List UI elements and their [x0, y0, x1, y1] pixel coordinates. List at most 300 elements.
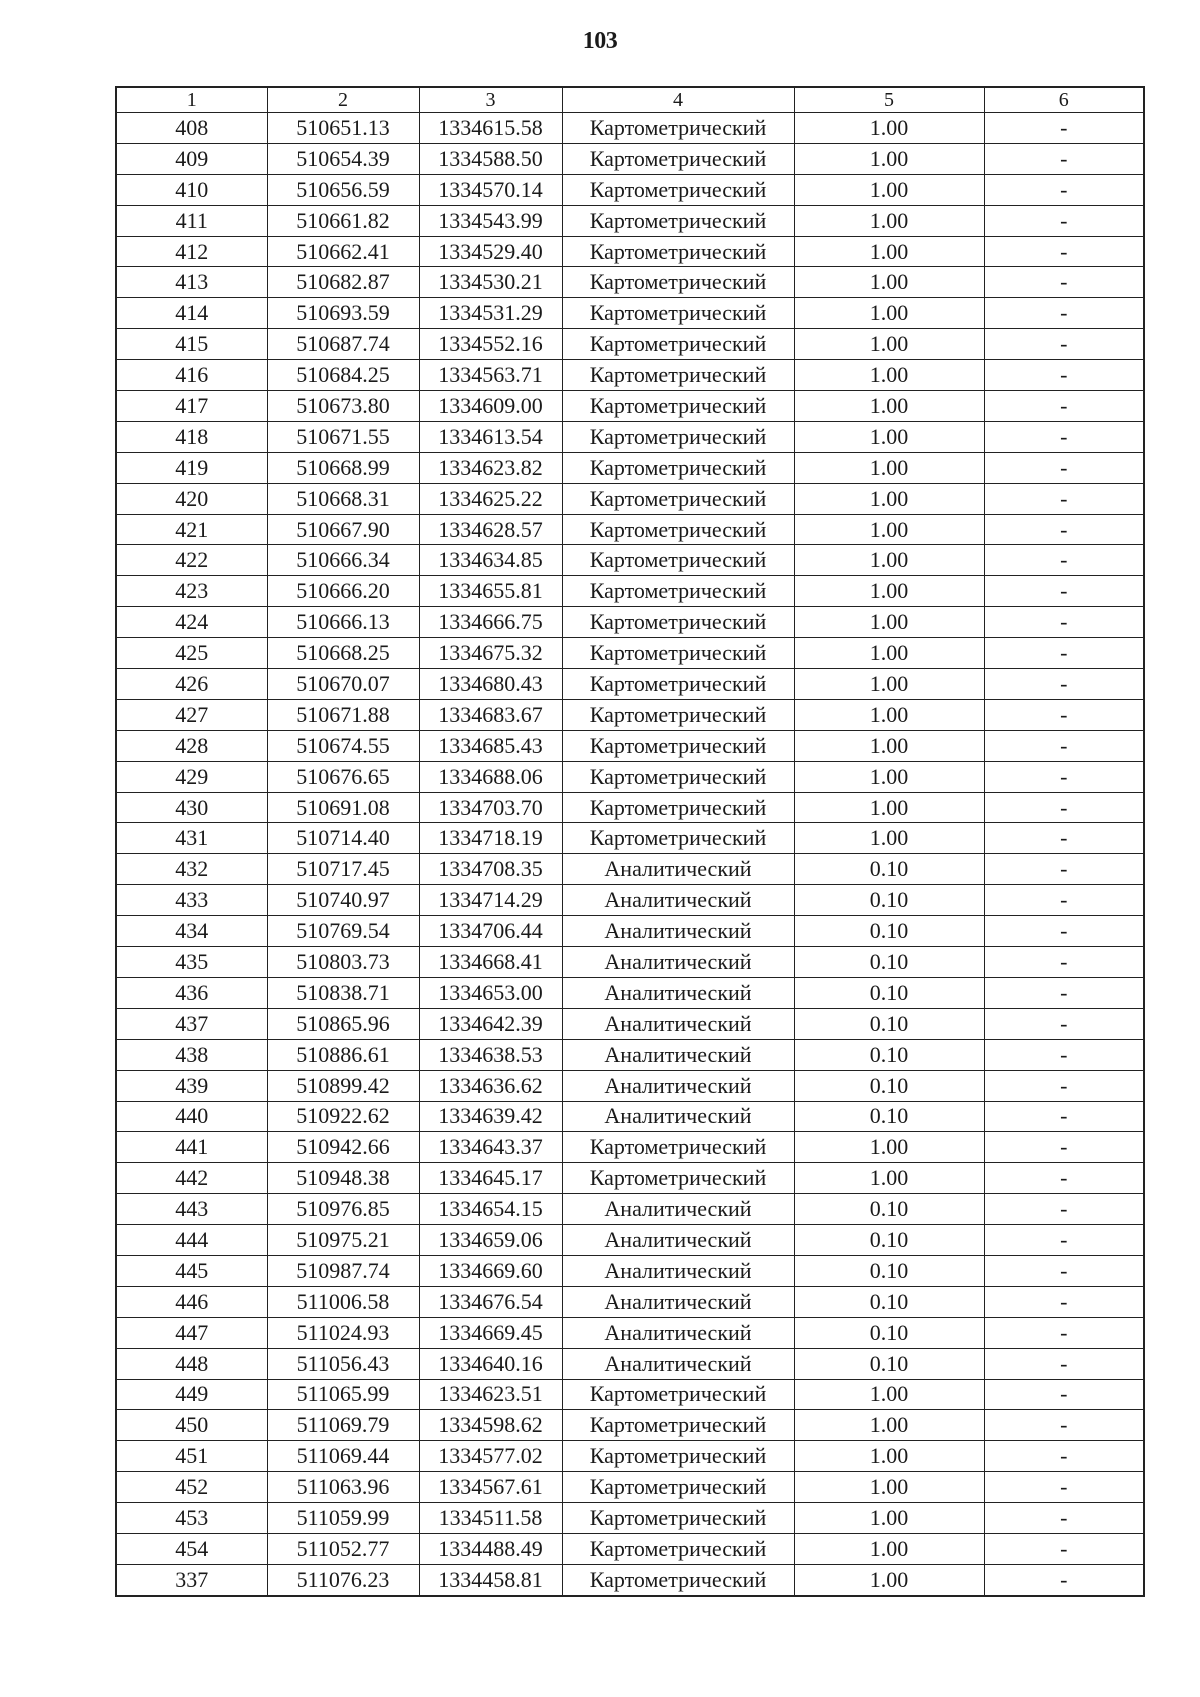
point-number-cell: 432	[116, 854, 267, 885]
point-number-cell: 438	[116, 1039, 267, 1070]
description-cell: -	[984, 1101, 1144, 1132]
method-cell: Картометрический	[562, 391, 794, 422]
method-cell: Картометрический	[562, 638, 794, 669]
x-coordinate-cell: 510976.85	[267, 1194, 419, 1225]
description-cell: -	[984, 1070, 1144, 1101]
y-coordinate-cell: 1334634.85	[419, 545, 562, 576]
description-cell: -	[984, 792, 1144, 823]
y-coordinate-cell: 1334640.16	[419, 1348, 562, 1379]
point-number-cell: 443	[116, 1194, 267, 1225]
description-cell: -	[984, 236, 1144, 267]
precision-cell: 1.00	[794, 483, 984, 514]
table-row	[116, 452, 1144, 483]
table-body	[116, 113, 1144, 1596]
x-coordinate-cell: 510682.87	[267, 267, 419, 298]
precision-cell: 1.00	[794, 1132, 984, 1163]
x-coordinate-cell: 511052.77	[267, 1533, 419, 1564]
y-coordinate-cell: 1334552.16	[419, 329, 562, 360]
precision-cell: 0.10	[794, 1101, 984, 1132]
point-number-cell: 410	[116, 174, 267, 205]
y-coordinate-cell: 1334645.17	[419, 1163, 562, 1194]
table-row	[116, 1410, 1144, 1441]
method-cell: Аналитический	[562, 1194, 794, 1225]
x-coordinate-cell: 510666.20	[267, 576, 419, 607]
description-cell: -	[984, 205, 1144, 236]
description-cell: -	[984, 1379, 1144, 1410]
x-coordinate-cell: 510668.31	[267, 483, 419, 514]
x-coordinate-cell: 510666.34	[267, 545, 419, 576]
table-row	[116, 1225, 1144, 1256]
point-number-cell: 414	[116, 298, 267, 329]
precision-cell: 1.00	[794, 792, 984, 823]
y-coordinate-cell: 1334588.50	[419, 143, 562, 174]
precision-cell: 1.00	[794, 298, 984, 329]
description-cell: -	[984, 1441, 1144, 1472]
description-cell: -	[984, 607, 1144, 638]
table-row	[116, 1533, 1144, 1564]
precision-cell: 0.10	[794, 1255, 984, 1286]
table-row	[116, 1286, 1144, 1317]
point-number-cell: 431	[116, 823, 267, 854]
point-number-cell: 449	[116, 1379, 267, 1410]
method-cell: Картометрический	[562, 174, 794, 205]
method-cell: Картометрический	[562, 1533, 794, 1564]
x-coordinate-cell: 511076.23	[267, 1564, 419, 1595]
method-cell: Картометрический	[562, 1410, 794, 1441]
table-row	[116, 205, 1144, 236]
precision-cell: 1.00	[794, 669, 984, 700]
precision-cell: 1.00	[794, 761, 984, 792]
precision-cell: 1.00	[794, 113, 984, 144]
table-row	[116, 1472, 1144, 1503]
table-row	[116, 113, 1144, 144]
table-row	[116, 143, 1144, 174]
y-coordinate-cell: 1334623.82	[419, 452, 562, 483]
method-cell: Картометрический	[562, 452, 794, 483]
point-number-cell: 454	[116, 1533, 267, 1564]
precision-cell: 0.10	[794, 854, 984, 885]
precision-cell: 1.00	[794, 205, 984, 236]
point-number-cell: 448	[116, 1348, 267, 1379]
table-row	[116, 421, 1144, 452]
method-cell: Картометрический	[562, 699, 794, 730]
table-row	[116, 1101, 1144, 1132]
precision-cell: 0.10	[794, 1070, 984, 1101]
point-number-cell: 419	[116, 452, 267, 483]
method-cell: Аналитический	[562, 1008, 794, 1039]
point-number-cell: 337	[116, 1564, 267, 1595]
method-cell: Картометрический	[562, 1503, 794, 1534]
y-coordinate-cell: 1334639.42	[419, 1101, 562, 1132]
point-number-cell: 422	[116, 545, 267, 576]
precision-cell: 0.10	[794, 1286, 984, 1317]
description-cell: -	[984, 1132, 1144, 1163]
description-cell: -	[984, 1564, 1144, 1595]
x-coordinate-cell: 510865.96	[267, 1008, 419, 1039]
y-coordinate-cell: 1334623.51	[419, 1379, 562, 1410]
table-row	[116, 545, 1144, 576]
point-number-cell: 420	[116, 483, 267, 514]
table-row	[116, 1317, 1144, 1348]
description-cell: -	[984, 174, 1144, 205]
precision-cell: 1.00	[794, 1410, 984, 1441]
method-cell: Аналитический	[562, 1039, 794, 1070]
method-cell: Картометрический	[562, 669, 794, 700]
column-header-1: 1	[116, 87, 267, 113]
table-row	[116, 391, 1144, 422]
y-coordinate-cell: 1334511.58	[419, 1503, 562, 1534]
x-coordinate-cell: 511069.44	[267, 1441, 419, 1472]
column-header-3: 3	[419, 87, 562, 113]
precision-cell: 1.00	[794, 143, 984, 174]
point-number-cell: 439	[116, 1070, 267, 1101]
table-row	[116, 730, 1144, 761]
precision-cell: 1.00	[794, 699, 984, 730]
method-cell: Аналитический	[562, 1317, 794, 1348]
y-coordinate-cell: 1334567.61	[419, 1472, 562, 1503]
y-coordinate-cell: 1334655.81	[419, 576, 562, 607]
table-row	[116, 514, 1144, 545]
description-cell: -	[984, 452, 1144, 483]
table-row	[116, 576, 1144, 607]
precision-cell: 0.10	[794, 1225, 984, 1256]
precision-cell: 0.10	[794, 1194, 984, 1225]
x-coordinate-cell: 511065.99	[267, 1379, 419, 1410]
y-coordinate-cell: 1334669.60	[419, 1255, 562, 1286]
method-cell: Картометрический	[562, 761, 794, 792]
point-number-cell: 441	[116, 1132, 267, 1163]
precision-cell: 1.00	[794, 823, 984, 854]
table-row	[116, 1255, 1144, 1286]
precision-cell: 1.00	[794, 607, 984, 638]
y-coordinate-cell: 1334675.32	[419, 638, 562, 669]
method-cell: Аналитический	[562, 1255, 794, 1286]
description-cell: -	[984, 854, 1144, 885]
y-coordinate-cell: 1334598.62	[419, 1410, 562, 1441]
x-coordinate-cell: 510670.07	[267, 669, 419, 700]
precision-cell: 1.00	[794, 1533, 984, 1564]
y-coordinate-cell: 1334676.54	[419, 1286, 562, 1317]
method-cell: Картометрический	[562, 421, 794, 452]
x-coordinate-cell: 510666.13	[267, 607, 419, 638]
method-cell: Картометрический	[562, 1564, 794, 1595]
table-header-row	[116, 87, 1144, 113]
y-coordinate-cell: 1334669.45	[419, 1317, 562, 1348]
description-cell: -	[984, 360, 1144, 391]
precision-cell: 1.00	[794, 421, 984, 452]
point-number-cell: 445	[116, 1255, 267, 1286]
x-coordinate-cell: 510922.62	[267, 1101, 419, 1132]
method-cell: Картометрический	[562, 730, 794, 761]
page-number: 103	[582, 28, 618, 54]
description-cell: -	[984, 761, 1144, 792]
y-coordinate-cell: 1334714.29	[419, 885, 562, 916]
table-row	[116, 1503, 1144, 1534]
point-number-cell: 429	[116, 761, 267, 792]
point-number-cell: 411	[116, 205, 267, 236]
table-row	[116, 360, 1144, 391]
point-number-cell: 408	[116, 113, 267, 144]
table-row	[116, 761, 1144, 792]
description-cell: -	[984, 1039, 1144, 1070]
x-coordinate-cell: 510886.61	[267, 1039, 419, 1070]
y-coordinate-cell: 1334680.43	[419, 669, 562, 700]
precision-cell: 0.10	[794, 885, 984, 916]
description-cell: -	[984, 113, 1144, 144]
point-number-cell: 430	[116, 792, 267, 823]
method-cell: Аналитический	[562, 1348, 794, 1379]
method-cell: Аналитический	[562, 1101, 794, 1132]
description-cell: -	[984, 421, 1144, 452]
description-cell: -	[984, 885, 1144, 916]
x-coordinate-cell: 510668.25	[267, 638, 419, 669]
description-cell: -	[984, 1348, 1144, 1379]
x-coordinate-cell: 510687.74	[267, 329, 419, 360]
point-number-cell: 433	[116, 885, 267, 916]
description-cell: -	[984, 1286, 1144, 1317]
x-coordinate-cell: 511006.58	[267, 1286, 419, 1317]
method-cell: Картометрический	[562, 205, 794, 236]
precision-cell: 1.00	[794, 1472, 984, 1503]
table-row	[116, 977, 1144, 1008]
method-cell: Картометрический	[562, 792, 794, 823]
point-number-cell: 416	[116, 360, 267, 391]
method-cell: Аналитический	[562, 1070, 794, 1101]
x-coordinate-cell: 510651.13	[267, 113, 419, 144]
description-cell: -	[984, 329, 1144, 360]
method-cell: Картометрический	[562, 607, 794, 638]
precision-cell: 1.00	[794, 329, 984, 360]
method-cell: Картометрический	[562, 1472, 794, 1503]
table-row	[116, 329, 1144, 360]
method-cell: Картометрический	[562, 113, 794, 144]
x-coordinate-cell: 510671.55	[267, 421, 419, 452]
coordinates-table	[115, 86, 1145, 1597]
method-cell: Картометрический	[562, 483, 794, 514]
x-coordinate-cell: 510684.25	[267, 360, 419, 391]
point-number-cell: 440	[116, 1101, 267, 1132]
precision-cell: 0.10	[794, 1317, 984, 1348]
table-row	[116, 854, 1144, 885]
precision-cell: 0.10	[794, 947, 984, 978]
point-number-cell: 424	[116, 607, 267, 638]
method-cell: Картометрический	[562, 1441, 794, 1472]
y-coordinate-cell: 1334458.81	[419, 1564, 562, 1595]
y-coordinate-cell: 1334654.15	[419, 1194, 562, 1225]
precision-cell: 0.10	[794, 1039, 984, 1070]
precision-cell: 0.10	[794, 977, 984, 1008]
point-number-cell: 418	[116, 421, 267, 452]
y-coordinate-cell: 1334530.21	[419, 267, 562, 298]
table-row	[116, 1441, 1144, 1472]
y-coordinate-cell: 1334666.75	[419, 607, 562, 638]
y-coordinate-cell: 1334577.02	[419, 1441, 562, 1472]
y-coordinate-cell: 1334543.99	[419, 205, 562, 236]
point-number-cell: 437	[116, 1008, 267, 1039]
point-number-cell: 444	[116, 1225, 267, 1256]
method-cell: Аналитический	[562, 947, 794, 978]
precision-cell: 1.00	[794, 730, 984, 761]
description-cell: -	[984, 514, 1144, 545]
x-coordinate-cell: 511063.96	[267, 1472, 419, 1503]
description-cell: -	[984, 1410, 1144, 1441]
y-coordinate-cell: 1334683.67	[419, 699, 562, 730]
y-coordinate-cell: 1334653.00	[419, 977, 562, 1008]
description-cell: -	[984, 823, 1144, 854]
x-coordinate-cell: 511059.99	[267, 1503, 419, 1534]
precision-cell: 1.00	[794, 1163, 984, 1194]
table-row	[116, 298, 1144, 329]
point-number-cell: 434	[116, 916, 267, 947]
description-cell: -	[984, 576, 1144, 607]
table-row	[116, 1379, 1144, 1410]
description-cell: -	[984, 1533, 1144, 1564]
precision-cell: 1.00	[794, 576, 984, 607]
point-number-cell: 435	[116, 947, 267, 978]
point-number-cell: 451	[116, 1441, 267, 1472]
table-row	[116, 1163, 1144, 1194]
table-row	[116, 1008, 1144, 1039]
x-coordinate-cell: 510667.90	[267, 514, 419, 545]
y-coordinate-cell: 1334638.53	[419, 1039, 562, 1070]
precision-cell: 1.00	[794, 174, 984, 205]
column-header-6: 6	[984, 87, 1144, 113]
method-cell: Картометрический	[562, 143, 794, 174]
method-cell: Картометрический	[562, 329, 794, 360]
description-cell: -	[984, 947, 1144, 978]
precision-cell: 1.00	[794, 545, 984, 576]
y-coordinate-cell: 1334529.40	[419, 236, 562, 267]
method-cell: Аналитический	[562, 885, 794, 916]
description-cell: -	[984, 483, 1144, 514]
method-cell: Аналитический	[562, 854, 794, 885]
y-coordinate-cell: 1334659.06	[419, 1225, 562, 1256]
x-coordinate-cell: 510691.08	[267, 792, 419, 823]
description-cell: -	[984, 1163, 1144, 1194]
method-cell: Аналитический	[562, 916, 794, 947]
y-coordinate-cell: 1334613.54	[419, 421, 562, 452]
precision-cell: 1.00	[794, 1441, 984, 1472]
y-coordinate-cell: 1334642.39	[419, 1008, 562, 1039]
method-cell: Картометрический	[562, 823, 794, 854]
description-cell: -	[984, 1194, 1144, 1225]
precision-cell: 1.00	[794, 514, 984, 545]
table-row	[116, 792, 1144, 823]
table-row	[116, 267, 1144, 298]
description-cell: -	[984, 267, 1144, 298]
method-cell: Картометрический	[562, 514, 794, 545]
y-coordinate-cell: 1334685.43	[419, 730, 562, 761]
point-number-cell: 421	[116, 514, 267, 545]
x-coordinate-cell: 510673.80	[267, 391, 419, 422]
precision-cell: 0.10	[794, 916, 984, 947]
y-coordinate-cell: 1334570.14	[419, 174, 562, 205]
method-cell: Картометрический	[562, 298, 794, 329]
y-coordinate-cell: 1334708.35	[419, 854, 562, 885]
x-coordinate-cell: 510676.65	[267, 761, 419, 792]
y-coordinate-cell: 1334688.06	[419, 761, 562, 792]
x-coordinate-cell: 510656.59	[267, 174, 419, 205]
point-number-cell: 412	[116, 236, 267, 267]
method-cell: Картометрический	[562, 576, 794, 607]
method-cell: Аналитический	[562, 1286, 794, 1317]
column-header-5: 5	[794, 87, 984, 113]
y-coordinate-cell: 1334718.19	[419, 823, 562, 854]
method-cell: Картометрический	[562, 360, 794, 391]
x-coordinate-cell: 510987.74	[267, 1255, 419, 1286]
x-coordinate-cell: 510717.45	[267, 854, 419, 885]
point-number-cell: 452	[116, 1472, 267, 1503]
x-coordinate-cell: 510662.41	[267, 236, 419, 267]
point-number-cell: 447	[116, 1317, 267, 1348]
description-cell: -	[984, 669, 1144, 700]
description-cell: -	[984, 1472, 1144, 1503]
method-cell: Картометрический	[562, 545, 794, 576]
point-number-cell: 442	[116, 1163, 267, 1194]
table-row	[116, 885, 1144, 916]
y-coordinate-cell: 1334706.44	[419, 916, 562, 947]
point-number-cell: 426	[116, 669, 267, 700]
table-row	[116, 823, 1144, 854]
description-cell: -	[984, 1503, 1144, 1534]
description-cell: -	[984, 977, 1144, 1008]
x-coordinate-cell: 510769.54	[267, 916, 419, 947]
description-cell: -	[984, 1008, 1144, 1039]
x-coordinate-cell: 510674.55	[267, 730, 419, 761]
y-coordinate-cell: 1334668.41	[419, 947, 562, 978]
precision-cell: 1.00	[794, 1503, 984, 1534]
point-number-cell: 415	[116, 329, 267, 360]
method-cell: Картометрический	[562, 236, 794, 267]
x-coordinate-cell: 510714.40	[267, 823, 419, 854]
method-cell: Картометрический	[562, 1379, 794, 1410]
precision-cell: 1.00	[794, 267, 984, 298]
x-coordinate-cell: 511024.93	[267, 1317, 419, 1348]
x-coordinate-cell: 510654.39	[267, 143, 419, 174]
y-coordinate-cell: 1334563.71	[419, 360, 562, 391]
table-row	[116, 1070, 1144, 1101]
description-cell: -	[984, 1255, 1144, 1286]
table-row	[116, 1132, 1144, 1163]
description-cell: -	[984, 699, 1144, 730]
point-number-cell: 423	[116, 576, 267, 607]
table-row	[116, 1348, 1144, 1379]
precision-cell: 1.00	[794, 1564, 984, 1595]
point-number-cell: 417	[116, 391, 267, 422]
method-cell: Аналитический	[562, 977, 794, 1008]
x-coordinate-cell: 510693.59	[267, 298, 419, 329]
point-number-cell: 436	[116, 977, 267, 1008]
x-coordinate-cell: 510661.82	[267, 205, 419, 236]
y-coordinate-cell: 1334488.49	[419, 1533, 562, 1564]
y-coordinate-cell: 1334615.58	[419, 113, 562, 144]
precision-cell: 0.10	[794, 1348, 984, 1379]
point-number-cell: 427	[116, 699, 267, 730]
column-header-4: 4	[562, 87, 794, 113]
x-coordinate-cell: 510671.88	[267, 699, 419, 730]
table-row	[116, 174, 1144, 205]
table-row	[116, 669, 1144, 700]
table-row	[116, 483, 1144, 514]
precision-cell: 1.00	[794, 391, 984, 422]
table-row	[116, 1039, 1144, 1070]
table-row	[116, 236, 1144, 267]
description-cell: -	[984, 143, 1144, 174]
method-cell: Картометрический	[562, 1163, 794, 1194]
method-cell: Картометрический	[562, 1132, 794, 1163]
column-header-2: 2	[267, 87, 419, 113]
table-row	[116, 916, 1144, 947]
